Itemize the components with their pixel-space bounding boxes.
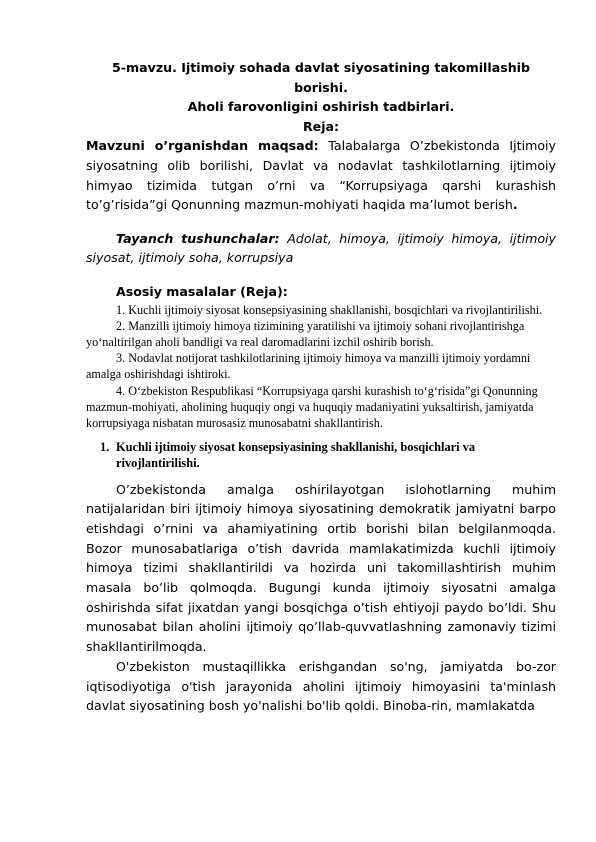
issue-item: 3. Nodavlat notijorat tashkilotlarining ijtimoiy himoya va manzilli ijtimoiy yordamni amalga oshirishdagi ishtiroki. (86, 351, 531, 382)
goal-text: Talabalarga O’zbekistonda Ijtimoiy siyosatning olib borilishi, Davlat va nodavlat tashkilotlarning ijtimoiy himyao tizimida tutgan o’rni va “Korrupsiyaga qarshi kurashish to’g’risida”gi Qonunning mazmun-mohiyati haqida ma’lumot berish (86, 138, 556, 213)
goal-paragraph (86, 136, 556, 214)
issue-item: 4. O‘zbekiston Respublikasi “Korrupsiyaga qarshi kurashish to‘g‘risida”gi Qonunning mazmun-mohiyati, aholining huquqiy ongi va huquqiy madaniyatini yuksaltirish, jamiyatda korrupsiyaga nisbatan murosasiz munosabatni shakllantirish. (86, 383, 538, 430)
issue-item: 1. Kuchli ijtimoiy siyosat konsepsiyasining shakllanishi, bosqichlari va rivojlantirilishi. (116, 302, 543, 317)
issues-heading: Asosiy masalalar (Reja): (116, 283, 288, 299)
spacer (86, 431, 556, 439)
document-subtitle: Aholi farovonligini oshirish tadbirlari. (187, 99, 455, 115)
spacer (86, 215, 556, 229)
document-page (86, 58, 556, 716)
section-number: 1. (100, 440, 110, 455)
goal-end: . (512, 197, 518, 213)
concepts-paragraph (86, 229, 556, 268)
body-paragraph: O'zbekiston mustaqillikka erishgandan so'ng, jamiyatda bo-zor iqtisodiyotiga o'tish jarayonida aholini ijtimoiy himoyasini ta'minlash davlat siyosatining bosh yo'nalishi bo'lib qoldi. Binoba-rin, mamlakatda (86, 658, 556, 714)
spacer (86, 268, 556, 282)
body-paragraph: O’zbekistonda amalga oshirilayotgan islohotlarning muhim natijalaridan biri ijtimoiy himoya siyosatining demokratik jamiyatni barpo etishdagi o’rnini va ahamiyatining ortib borishi bilan belgilanmoqda. Bozor munosabatlariga o’tish davrida mamlakatimizda kuchli ijtimoiy himoya tizimi shakllantirildi va hozirda uni takomillashtirish muhim masala bo’lib qolmoqda. Bugungi kunda ijtimoiy siyosatni amalga oshirishda sifat jixatdan yangi bosqichga o’tish ehtiyoji paydo bo’ldi. Shu munosabat bilan aholini ijtimoiy qo’llab-quvvatlashning zamonaviy tizimi shakllantirilmoqda. (86, 481, 556, 655)
concepts-label: Tayanch tushunchalar: (116, 230, 280, 246)
concepts-text: Adolat, himoya, ijtimoiy himoya, ijtimoiy siyosat, ijtimoiy soha, korrupsiya (86, 230, 556, 266)
section-heading (86, 439, 556, 471)
document-title: 5-mavzu. Ijtimoiy sohada davlat siyosatining takomillashib borishi. (112, 60, 530, 95)
issue-item: 2. Manzilli ijtimoiy himoya tizimining yaratilishi va ijtimoiy sohani rivojlantirishga yo‘naltirilgan aholi bandligi va real daromadlarini izchil oshirib borish. (86, 318, 525, 349)
goal-label: Mavzuni o’rganishdan maqsad: (86, 138, 319, 154)
spacer (86, 472, 556, 480)
section-title: Kuchli ijtimoiy siyosat konsepsiyasining shakllanishi, bosqichlari va rivojlantirilishi. (116, 440, 476, 471)
issues-list (86, 302, 556, 432)
plan-heading: Reja: (302, 118, 340, 134)
